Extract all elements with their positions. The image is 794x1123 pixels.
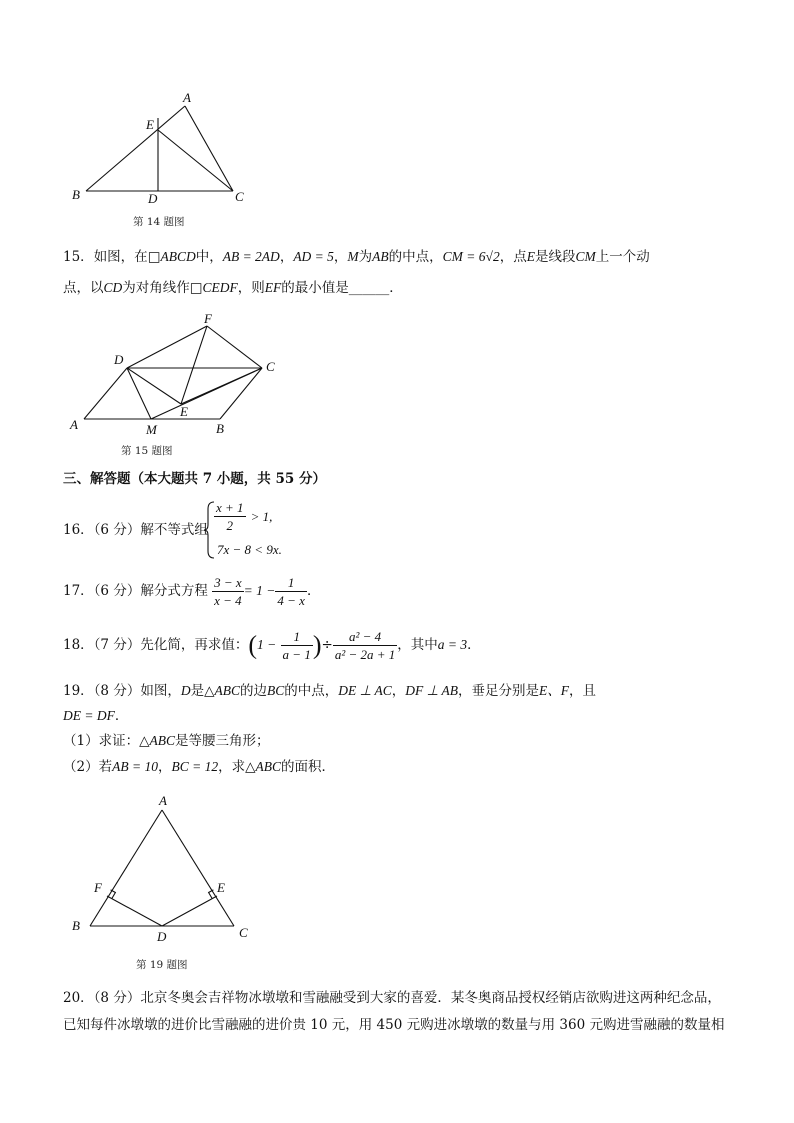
q16-frac-numerator: x + 1 (216, 500, 244, 515)
q19-var-d: D (180, 683, 191, 698)
q15-parallelogram-symbol: □ (189, 280, 203, 296)
fig19-segment-AB (90, 810, 162, 926)
figure-15-drawing (60, 308, 300, 460)
fig15-caption: 第 15 题图 (121, 445, 173, 457)
q19-text: ，垂足分别是 (458, 683, 540, 699)
q19-end: ． (114, 708, 129, 724)
fig15-label-C: C (266, 359, 275, 374)
q15-formula: AB = 2AD (222, 249, 280, 264)
q19-text: 是△ (190, 683, 215, 699)
q19-text: 的边 (239, 683, 267, 699)
q17-number: 17． (63, 583, 94, 599)
q15-text: 的最小值是 (281, 280, 349, 296)
q15-line-2 (63, 278, 403, 298)
q18-paren-close: ) (312, 630, 322, 660)
fig15-label-D: D (114, 352, 124, 367)
q15-line-1 (63, 247, 650, 267)
q18-frac1-numerator: 1 (281, 628, 313, 646)
figure-19-drawing (60, 790, 280, 976)
q18-fraction-1 (281, 628, 313, 663)
q20-line-1 (63, 988, 721, 1008)
fig14-label-A: A (183, 90, 191, 105)
fig15-segment-FC (207, 326, 262, 368)
q15-text: 的中点， (388, 249, 443, 265)
q15-var-cm: CM (575, 249, 596, 264)
q17-frac2-denominator: 4 − x (277, 593, 305, 608)
fig14-caption: 第 14 题图 (133, 216, 185, 228)
q19-bc: BC (266, 683, 285, 698)
figure-14 (60, 88, 280, 230)
fig19-label-D: D (157, 929, 167, 944)
q19-abc: ABC (214, 683, 240, 698)
q15-text: 点，以 (63, 280, 104, 296)
q16-inequality-2: 7x − 8 < 9x. (217, 542, 282, 557)
q20-number: 20． (63, 990, 94, 1006)
fig14-segment-AC (185, 106, 233, 191)
q15-text: 上一个动 (595, 249, 650, 265)
figure-14-drawing (60, 88, 280, 230)
fig14-label-C: C (235, 189, 244, 204)
q20-score: （8 分） (93, 990, 141, 1006)
q20-text: 北京冬奥会吉祥物冰墩墩和雪融融受到大家的喜爱．某冬奥商品授权经销店欲购进这两种纪念品， (140, 990, 721, 1006)
q19-part-1-number: （1） (63, 733, 99, 749)
q19-part-2-separator: ， (157, 759, 172, 775)
q19-part-2-number: （2） (63, 759, 99, 775)
q19-part-1-abc: ABC (149, 733, 175, 748)
q15-text: 为 (358, 249, 373, 265)
fig19-label-C: C (239, 925, 248, 940)
q17-middle: = 1 − (243, 583, 276, 598)
fig15-label-A: A (70, 417, 78, 432)
q15-text: ，则 (237, 280, 265, 296)
q15-var-ab: AB (372, 249, 389, 264)
fig19-segment-DE (162, 896, 217, 926)
fig14-segment-BA (86, 106, 185, 191)
q17-end: ． (306, 583, 321, 599)
q17-frac2-numerator: 1 (275, 574, 307, 592)
q16-number: 16． (63, 522, 94, 538)
q19-part-1 (63, 731, 269, 751)
q15-text: 是线段 (534, 249, 576, 265)
fig15-segment-EC (181, 368, 262, 404)
q19-separator: ， (391, 683, 406, 699)
q16-ineq1-rest: > 1, (250, 509, 273, 524)
fig15-label-F: F (204, 311, 212, 326)
q15-var-ef: EF (264, 280, 282, 295)
q15-text: 如图，在 (93, 249, 148, 265)
q19-text: 的中点， (284, 683, 339, 699)
q15-var-e: E (526, 249, 535, 264)
q15-formula: AD = 5 (293, 249, 334, 264)
q17-score: （6 分） (93, 583, 141, 599)
q15-text: ，点 (499, 249, 527, 265)
q18-frac2-numerator: a² − 4 (333, 628, 397, 646)
q19-formula: DF ⊥ AB (405, 683, 459, 698)
q17-fraction-1 (212, 574, 244, 609)
q18-text: 先化简，再求值： (140, 637, 249, 653)
q15-formula: CM = 6√2 (442, 249, 500, 264)
q19-part-2-text: 若 (98, 759, 113, 775)
fig19-label-B: B (72, 918, 80, 933)
q19-text: ，且 (569, 683, 597, 699)
fig19-label-F: F (94, 880, 102, 895)
q18-divide: ÷ (321, 637, 333, 653)
q20-line-2: 已知每件冰墩墩的进价比雪融融的进价贵 10 元，用 450 元购进冰墩墩的数量与用 360 元购进雪融融的数量相 (63, 1017, 725, 1033)
q19-score: （8 分） (93, 683, 141, 699)
q19-text: 如图， (140, 683, 181, 699)
q18-fraction-2 (333, 628, 397, 663)
fig19-caption: 第 19 题图 (136, 959, 188, 971)
fig14-label-B: B (72, 187, 80, 202)
q18 (63, 628, 481, 663)
q19-part-2 (63, 757, 335, 777)
fig19-segment-AC (162, 810, 234, 926)
q18-paren-open: ( (248, 630, 257, 660)
q15-cedf: CEDF (202, 280, 238, 295)
q15-var-m: M (347, 249, 359, 264)
q16-text: 解不等式组 (140, 522, 208, 538)
q17 (63, 574, 320, 609)
fig14-label-D: D (148, 191, 158, 206)
q17-frac1-denominator: x − 4 (214, 593, 242, 608)
fig15-segment-BC (220, 368, 262, 419)
fig19-label-E: E (217, 880, 225, 895)
fig14-segment-EC (158, 130, 233, 191)
q19-feet: E、F (539, 683, 570, 698)
q19-line-2 (63, 706, 128, 726)
q19-part-1-text: 求证：△ (98, 733, 150, 749)
q16 (63, 520, 208, 540)
q19-condition: DE = DF (63, 708, 115, 723)
q15-answer-blank: ______ (348, 280, 390, 296)
q17-text: 解分式方程 (140, 583, 208, 599)
q19-part-2-formula: BC = 12 (171, 759, 219, 774)
q18-end: ． (467, 637, 481, 653)
fig15-label-B: B (216, 421, 224, 436)
section-3-heading: 三、解答题（本大题共 7 小题，共 55 分） (63, 471, 326, 487)
q15-abcd: ABCD (160, 249, 196, 264)
q15-number: 15． (63, 249, 94, 265)
q16-inequality-1 (214, 499, 272, 534)
q18-one-minus: 1 − (257, 637, 277, 652)
q15-text: 为对角线作 (122, 280, 190, 296)
fig19-label-A: A (159, 793, 167, 808)
q17-frac1-numerator: 3 − x (214, 575, 242, 590)
q18-score: （7 分） (93, 637, 141, 653)
q18-condition: a = 3 (437, 637, 468, 652)
fig14-label-E: E (146, 117, 154, 132)
q17-fraction-2 (275, 574, 307, 609)
q15-end: ． (389, 280, 403, 296)
q15-text: 中， (195, 249, 223, 265)
fig15-label-E: E (180, 404, 188, 419)
q15-parallelogram-symbol: □ (147, 249, 161, 265)
q19-part-2-text: ，求△ (218, 759, 256, 775)
q19-number: 19． (63, 683, 94, 699)
fig19-segment-DF (107, 896, 162, 926)
q16-score: （6 分） (93, 522, 141, 538)
fig15-segment-AD (84, 368, 127, 419)
q18-number: 18． (63, 637, 94, 653)
q19-part-1-text: 是等腰三角形； (174, 733, 270, 749)
q19-line-1 (63, 681, 596, 701)
figure-19 (60, 790, 280, 976)
q19-formula: DE ⊥ AC (338, 683, 392, 698)
q16-fraction (214, 499, 246, 534)
q16-frac-denominator: 2 (226, 518, 234, 533)
figure-15 (60, 308, 300, 460)
q18-frac1-denominator: a − 1 (282, 647, 311, 662)
q19-part-2-text: 的面积． (280, 759, 335, 775)
q19-part-2-abc: ABC (255, 759, 281, 774)
q15-separator: ， (279, 249, 294, 265)
q18-frac2-denominator: a² − 2a + 1 (334, 647, 396, 662)
q18-tail: ，其中 (397, 637, 438, 653)
q15-var-cd: CD (103, 280, 123, 295)
fig15-label-M: M (146, 422, 157, 437)
q19-part-2-formula: AB = 10 (112, 759, 158, 774)
q15-separator: ， (333, 249, 348, 265)
